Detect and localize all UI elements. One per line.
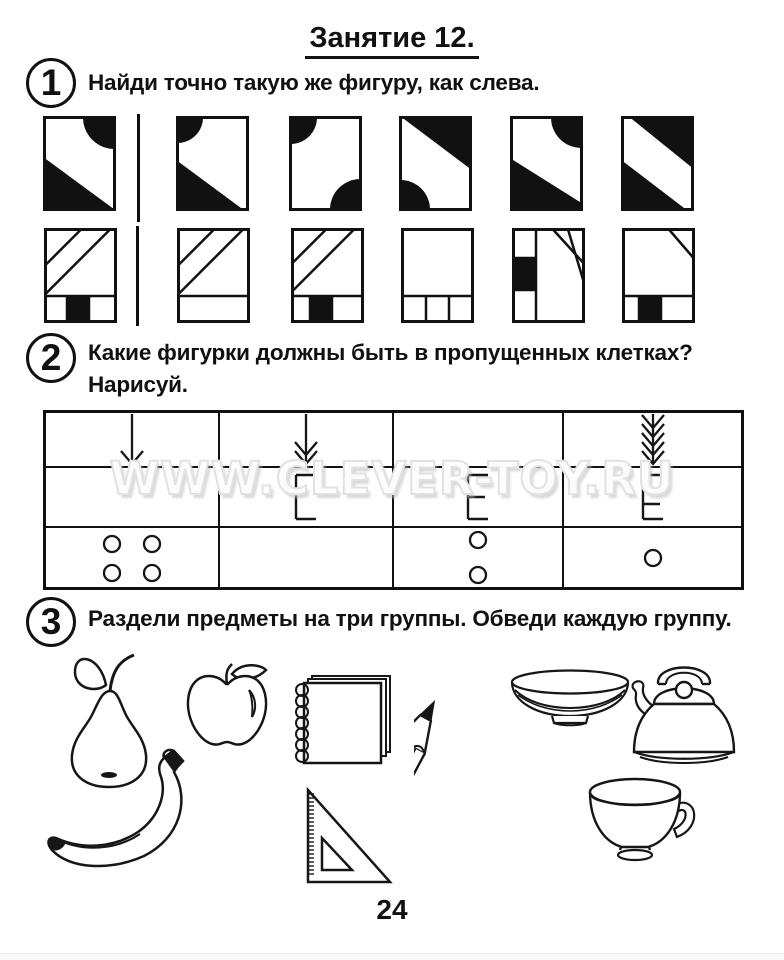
pattern-card-option3-row2[interactable] [401,228,474,323]
kettle-drawing[interactable] [628,654,740,776]
table-bracket-cell-r2c3 [394,468,564,528]
pattern-card-option5-row2[interactable] [622,228,695,323]
pattern-card-option5-row1[interactable] [621,116,694,211]
table-arrow-cell-r1c4 [564,413,741,468]
task2-text-line1: Какие фигурки должны быть в пропущенных клетках? [88,340,693,365]
table-empty-cell-r3c2[interactable] [220,528,394,587]
banana-drawing[interactable] [44,748,209,883]
apple-drawing[interactable] [182,660,272,757]
pattern-card-option3-row1[interactable] [399,116,472,211]
page-bottom-edge [0,953,784,960]
task2-number-badge [26,333,76,383]
task1-number-badge [26,58,76,108]
bowl-drawing[interactable] [508,668,632,728]
table-arrow-cell-r1c2 [220,413,394,468]
set-square-drawing[interactable] [298,786,394,886]
table-bracket-cell-r2c2 [220,468,394,528]
task3-number-badge [26,597,76,647]
task2-text-line2: Нарисуй. [88,372,188,397]
task1-text: Найди точно такую же фигуру, как слева. [88,70,540,95]
page-number: 24 [376,894,408,925]
pattern-card-option2-row1[interactable] [289,116,362,211]
table-circles-cell-r3c3 [394,528,564,587]
task3-text: Раздели предметы на три группы. Обведи каждую группу. [88,606,732,631]
pattern-card-sample-row2 [44,228,117,323]
pattern-table [43,410,744,590]
cup-drawing[interactable] [584,776,696,874]
table-arrow-cell-r1c1 [46,413,220,468]
table-empty-cell-r2c1[interactable] [46,468,220,528]
sample-divider-row2 [136,226,139,326]
task2-number: 2 [40,337,62,378]
pattern-card-sample-row1 [43,116,116,211]
table-circles-cell-r3c4 [564,528,741,587]
sample-divider-row1 [137,114,140,222]
task1-number: 1 [40,62,62,103]
table-circles-cell-r3c1 [46,528,220,587]
table-empty-cell-r1c3[interactable] [394,413,564,468]
pattern-card-option2-row2[interactable] [291,228,364,323]
task3-number: 3 [40,601,62,642]
table-bracket-cell-r2c4 [564,468,741,528]
notebook-drawing[interactable] [290,672,394,774]
pattern-card-option1-row2[interactable] [177,228,250,323]
watermark: WWW.CLEVER-TOY.RU [109,452,675,505]
pattern-card-option1-row1[interactable] [176,116,249,211]
page-title: Занятие 12. [0,22,784,55]
pattern-card-option4-row2[interactable] [512,228,585,323]
pattern-card-option4-row1[interactable] [510,116,583,211]
